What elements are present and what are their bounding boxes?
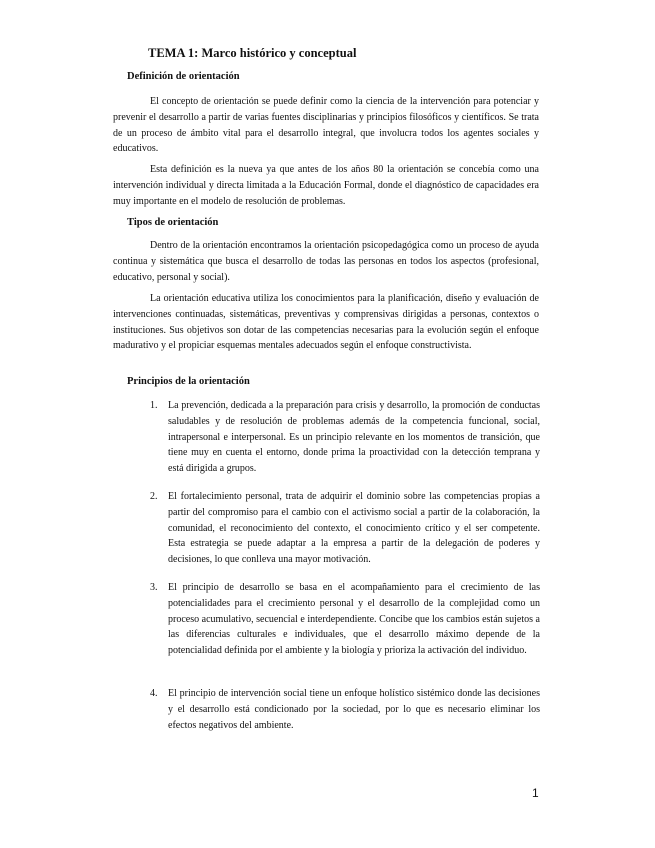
list-item <box>150 686 540 733</box>
list-item <box>150 489 540 568</box>
heading-definicion: Definición de orientación <box>127 71 240 82</box>
paragraph-definicion-2: Esta definición es la nueva ya que antes de los años 80 la orientación se concebía como una intervención individual y directa limitada a la Educación Formal, donde el diagnóstico de capacidades era muy importante en el modelo de resolución de problemas. <box>113 164 539 207</box>
document-title: TEMA 1: Marco histórico y conceptual <box>148 46 357 60</box>
list-item <box>150 580 540 659</box>
paragraph-tipos-1: Dentro de la orientación encontramos la orientación psicopedagógica como un proceso de ayuda continua y sistemática que busca el desarrollo de todas las personas en todos los aspectos (profesional, educativo, personal y social). <box>113 240 539 283</box>
list-item-number: 1. <box>150 400 158 411</box>
heading-tipos: Tipos de orientación <box>127 217 219 228</box>
list-item-text: El fortalecimiento personal, trata de adquirir el dominio sobre las competencias propias a partir del compromiso para el cambio con el activismo social a partir de la colaboración, la comunidad, el reconocimiento del contexto, el conocimiento crítico y el ser competente. Esta estrategia se puede adaptar a la empresa a partir de la delegación de poderes y decisiones, lo que conlleva una mayor motivación. <box>168 491 540 566</box>
list-item-number: 3. <box>150 582 158 593</box>
list-item <box>150 398 540 477</box>
page-number: 1 <box>532 786 539 800</box>
paragraph-tipos-2: La orientación educativa utiliza los conocimientos para la planificación, diseño y evaluación de intervenciones continuadas, sistemáticas, preventivas y comprensivas dirigidas a personas, contextos o instituciones. Sus objetivos son dotar de las competencias necesarias para la evolución según el enfoque madurativo y el propiciar esquemas mentales adecuados según el enfoque constructivista. <box>113 293 539 352</box>
list-item-text: El principio de intervención social tiene un enfoque holístico sistémico donde las decisiones y el desarrollo está condicionado por la sociedad, por lo que es necesario eliminar los efectos negativos del ambiente. <box>168 688 540 731</box>
list-item-text: El principio de desarrollo se basa en el acompañamiento para el crecimiento de las potencialidades para el crecimiento personal y el desarrollo de la complejidad como un proceso acumulativo, secuencial e interdependiente. Concibe que los cambios están sujetos a las diferencias culturales e individuales, que el desarrollo máximo depende de la potencialidad definida por el ambiente y la biología y prioriza la activación del individuo. <box>168 582 540 657</box>
list-item-number: 4. <box>150 688 158 699</box>
list-item-text: La prevención, dedicada a la preparación para crisis y desarrollo, la promoción de conductas saludables y de resolución de problemas además de la competencia funcional, social, intrapersonal e interpersonal. Es un principio relevante en los momentos de transición, que tiene muy en cuenta el entorno, donde prima la proactividad con la detección temprana y está dirigida a grupos. <box>168 400 540 475</box>
list-item-number: 2. <box>150 491 158 502</box>
heading-principios: Principios de la orientación <box>127 376 250 387</box>
paragraph-definicion-1: El concepto de orientación se puede definir como la ciencia de la intervención para potenciar y prevenir el desarrollo a partir de varias fuentes disciplinarias y principios filosóficos y científicos. Se trata de un proceso de ámbito vital para el desarrollo integral, que involucra todos los agentes sociales y educativos. <box>113 96 539 155</box>
